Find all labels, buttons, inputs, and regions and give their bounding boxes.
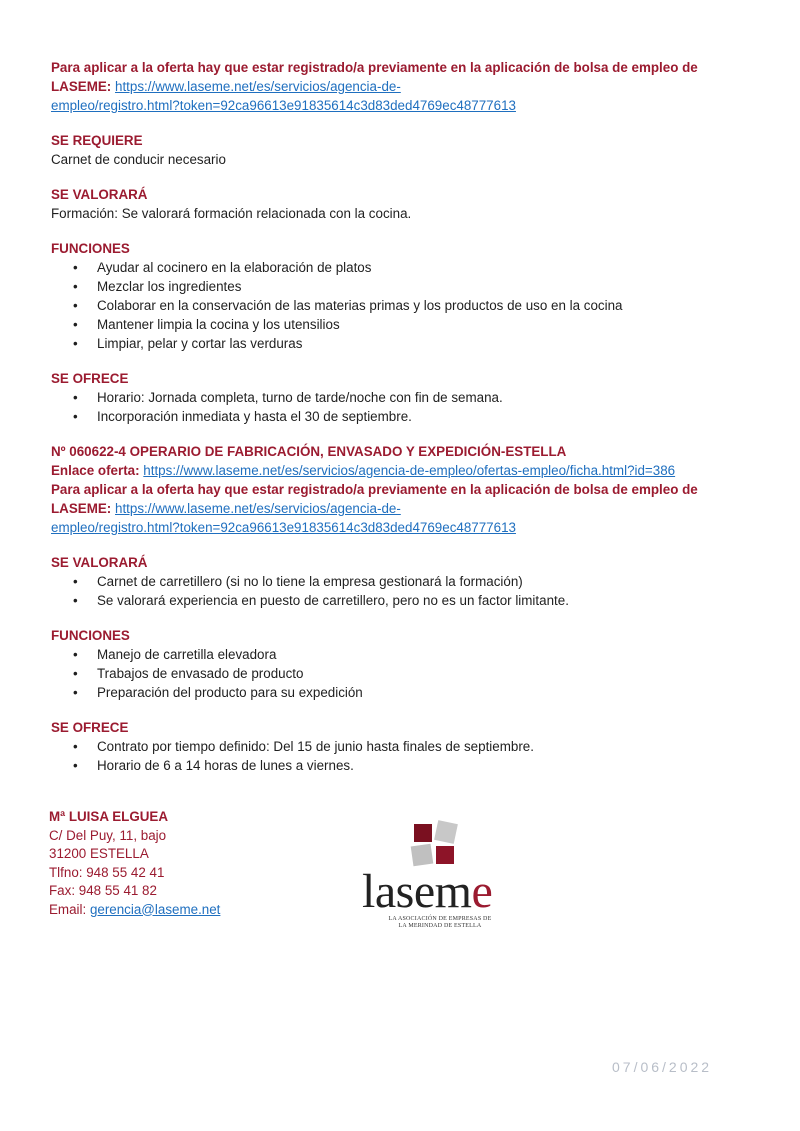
offer2-title: Nº 060622-4 OPERARIO DE FABRICACIÓN, ENVASADO Y EXPEDICIÓN-ESTELLA <box>51 444 567 459</box>
logo-tagline: LA ASOCIACIÓN DE EMPRESAS DE LA MERINDAD DE ESTELLA <box>388 916 492 929</box>
bullet-icon: • <box>73 317 78 332</box>
contact-city: 31200 ESTELLA <box>49 846 149 861</box>
bullet-icon: • <box>73 685 78 700</box>
list-item: • Horario: Jornada completa, turno de tarde/noche con fin de semana. <box>73 390 503 405</box>
contact-email-link[interactable]: gerencia@laseme.net <box>89 901 221 917</box>
bullet-icon: • <box>73 574 78 589</box>
functions-heading: FUNCIONES <box>51 241 130 256</box>
intro-apply-text <box>51 58 751 115</box>
list-item: • Trabajos de envasado de producto <box>73 666 304 681</box>
bullet-icon: • <box>73 409 78 424</box>
offer2-values-heading: SE VALORARÁ <box>51 555 148 570</box>
intro-org-label: LASEME: <box>51 79 112 94</box>
bullet-icon: • <box>73 666 78 681</box>
document-date: 07/06/2022 <box>612 1059 713 1075</box>
list-item: • Ayudar al cocinero en la elaboración de platos <box>73 260 372 275</box>
functions-list <box>51 258 751 353</box>
logo-wordmark: laseme <box>362 865 493 918</box>
list-item: • Preparación del producto para su expedición <box>73 685 363 700</box>
contact-phone: Tlfno: 948 55 42 41 <box>49 864 165 880</box>
contact-email-label: Email: <box>49 901 90 917</box>
offer2-link[interactable]: https://www.laseme.net/es/servicios/agencia-de-empleo/ofertas-empleo/ficha.html?id=386 <box>143 463 676 478</box>
offer2-offers-list <box>51 737 751 775</box>
offer2-functions-heading: FUNCIONES <box>51 628 130 643</box>
contact-name: Mª LUISA ELGUEA <box>49 809 169 824</box>
list-item: • Incorporación inmediata y hasta el 30 de septiembre. <box>73 409 412 424</box>
contact-fax: Fax: 948 55 41 82 <box>49 883 157 898</box>
bullet-icon: • <box>73 298 78 313</box>
list-item: • Se valorará experiencia en puesto de carretillero, pero no es un factor limitante. <box>73 593 569 608</box>
offer2-registration-link[interactable]: https://www.laseme.net/es/servicios/agencia-de- <box>115 501 401 516</box>
list-item: • Carnet de carretillero (si no lo tiene la empresa gestionará la formación) <box>73 574 523 589</box>
offer2-org-label: LASEME: <box>51 501 112 516</box>
list-item: • Contrato por tiempo definido: Del 15 de junio hasta finales de septiembre. <box>73 739 534 754</box>
contact-address: C/ Del Puy, 11, bajo <box>49 827 167 843</box>
requires-text: Carnet de conducir necesario <box>51 152 226 167</box>
bullet-icon: • <box>73 260 78 275</box>
list-item: • Horario de 6 a 14 horas de lunes a viernes. <box>73 758 354 773</box>
bullet-icon: • <box>73 336 78 351</box>
offer2-functions-list <box>51 645 751 702</box>
laseme-logo <box>360 820 520 940</box>
contact-block <box>49 808 220 919</box>
bullet-icon: • <box>73 390 78 405</box>
bullet-icon: • <box>73 739 78 754</box>
bullet-icon: • <box>73 593 78 608</box>
list-item: • Mezclar los ingredientes <box>73 279 242 294</box>
list-item: • Limpiar, pelar y cortar las verduras <box>73 336 303 351</box>
offer2-apply-prefix: Para aplicar a la oferta hay que estar registrado/a previamente en la aplicación de bolsa de empleo de <box>51 482 698 497</box>
list-item: • Colaborar en la conservación de las materias primas y los productos de uso en la cocina <box>73 298 623 313</box>
offer2-registration-link-cont[interactable]: empleo/registro.html?token=92ca96613e91835614c3d83ded4769ec48777613 <box>51 520 516 535</box>
bullet-icon: • <box>73 279 78 294</box>
values-heading: SE VALORARÁ <box>51 187 148 202</box>
offers-heading: SE OFRECE <box>51 371 129 386</box>
offer2-offers-heading: SE OFRECE <box>51 720 129 735</box>
intro-registration-link-cont[interactable]: empleo/registro.html?token=92ca96613e91835614c3d83ded4769ec48777613 <box>51 98 516 113</box>
offers-list <box>51 388 751 426</box>
offer2-values-list <box>51 572 751 610</box>
contact-email-row <box>49 901 220 920</box>
list-item: • Mantener limpia la cocina y los utensilios <box>73 317 340 332</box>
intro-registration-link[interactable]: https://www.laseme.net/es/servicios/agencia-de- <box>115 79 401 94</box>
list-item: • Manejo de carretilla elevadora <box>73 647 277 662</box>
requires-heading: SE REQUIERE <box>51 133 143 148</box>
intro-apply-prefix: Para aplicar a la oferta hay que estar registrado/a previamente en la aplicación de bolsa de empleo de <box>51 60 698 75</box>
bullet-icon: • <box>73 647 78 662</box>
offer2-link-label: Enlace oferta: <box>51 463 140 478</box>
bullet-icon: • <box>73 758 78 773</box>
offer2-header <box>51 442 751 537</box>
values-text: Formación: Se valorará formación relacionada con la cocina. <box>51 206 412 221</box>
document-body <box>51 58 751 775</box>
